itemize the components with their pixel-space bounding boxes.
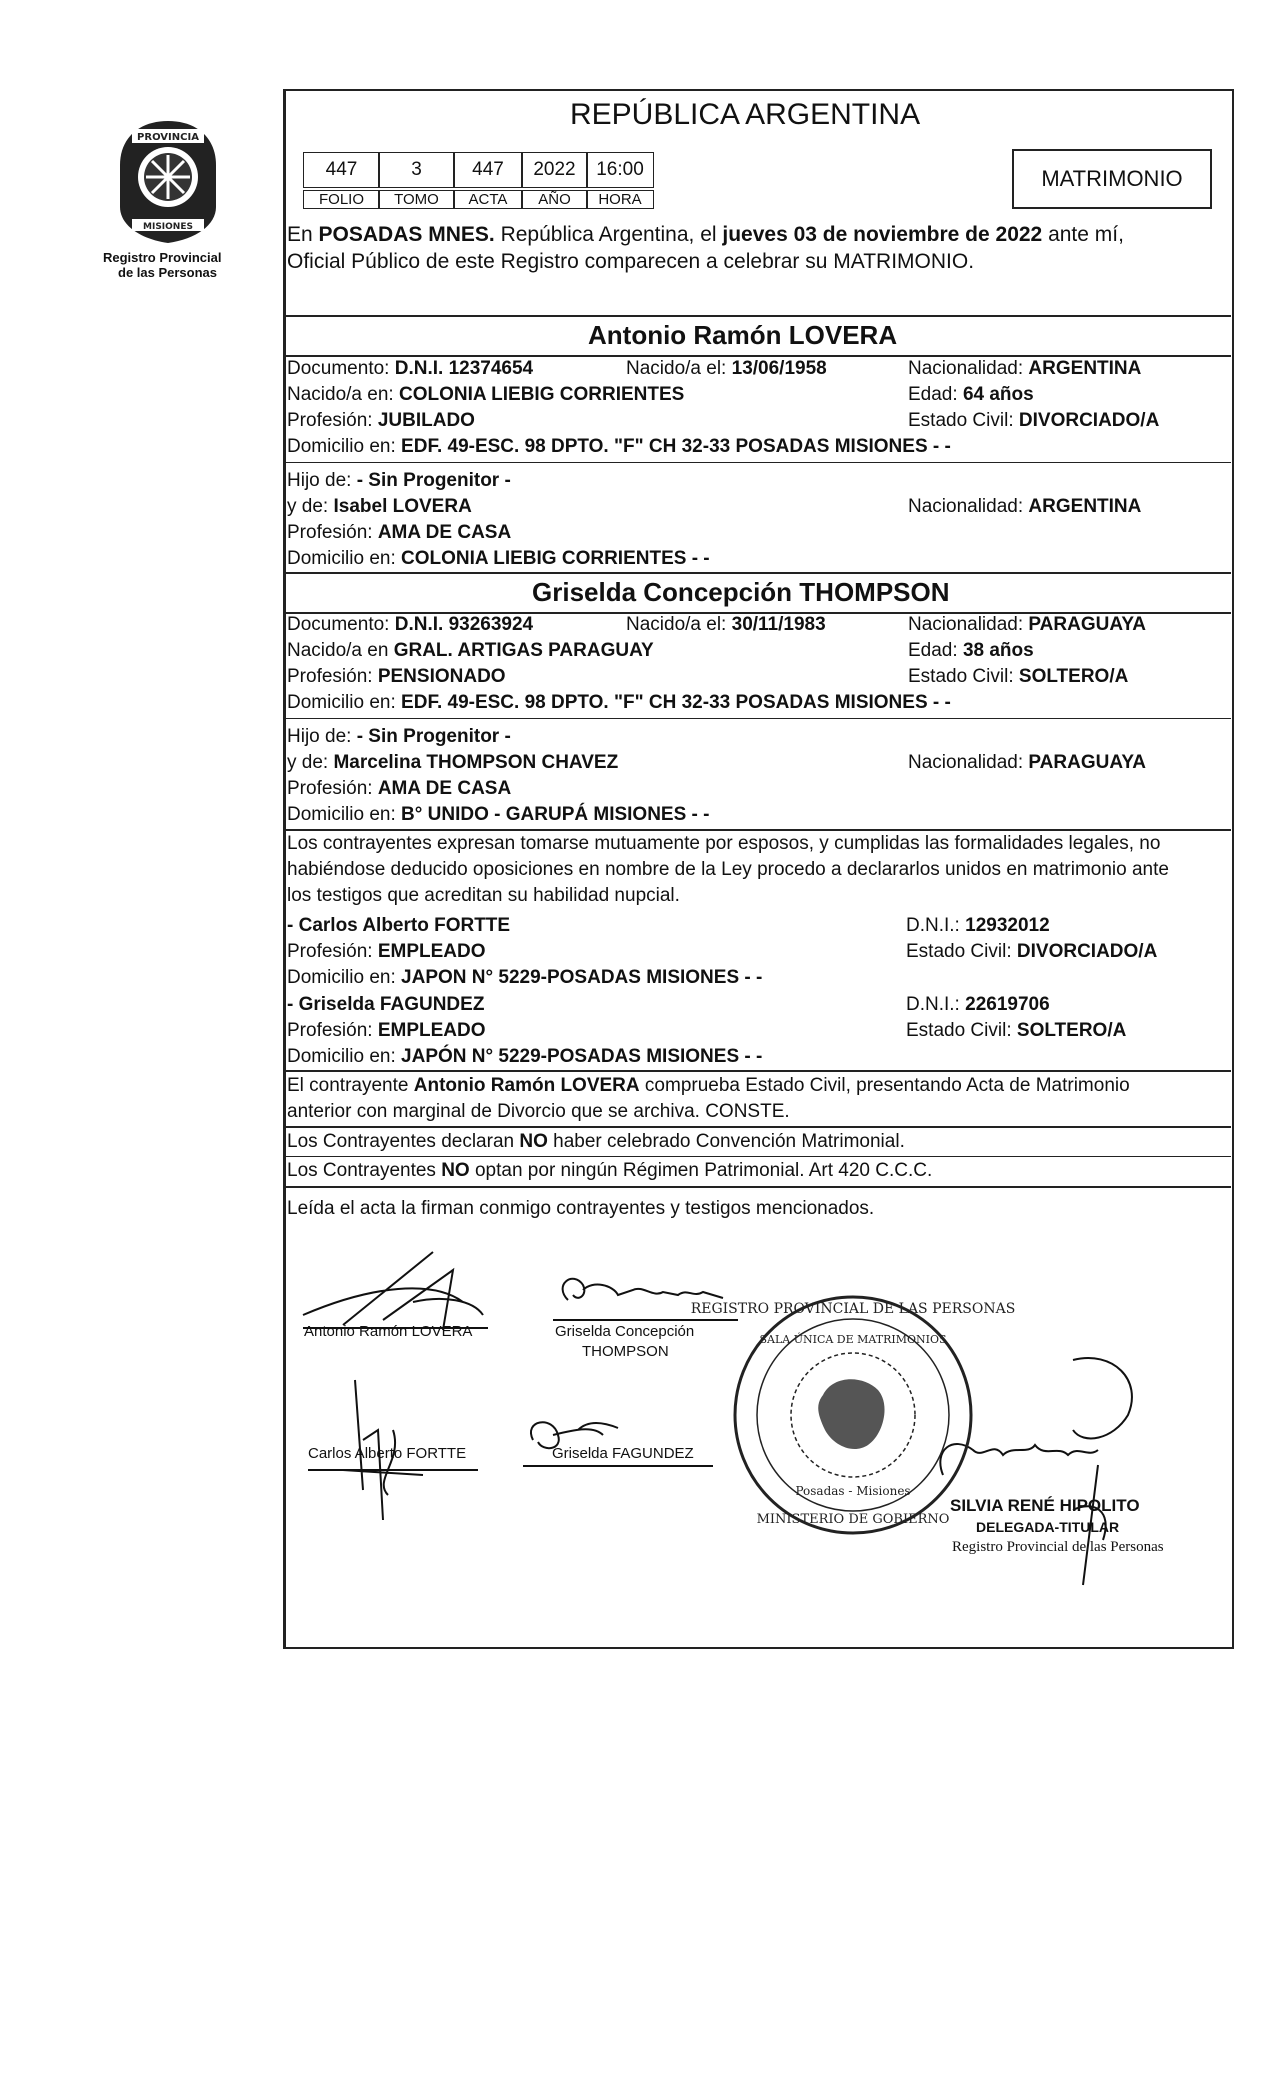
- spouse-2-name: Griselda Concepción THOMPSON: [532, 577, 950, 607]
- spouse-2-nationality: Nacionalidad: PARAGUAYA: [908, 614, 1146, 635]
- spouse-2-profession: Profesión: PENSIONADO: [287, 666, 506, 687]
- witness-1-civil-status: Estado Civil: DIVORCIADO/A: [906, 941, 1158, 962]
- spouse-2-civil-status: Estado Civil: SOLTERO/A: [908, 666, 1129, 687]
- spouse-2-birthdate: Nacido/a el: 30/11/1983: [626, 614, 826, 635]
- witness-2-profession: Profesión: EMPLEADO: [287, 1020, 486, 1041]
- tomo-value: 3: [378, 152, 455, 188]
- witness-2-dni: D.N.I.: 22619706: [906, 994, 1050, 1015]
- divider: [283, 718, 1231, 719]
- folio-label: FOLIO: [303, 190, 380, 209]
- spouse-1-parent-profession: Profesión: AMA DE CASA: [287, 522, 512, 543]
- spouse-2-parent-address: Domicilio en: B° UNIDO - GARUPÁ MISIONES - -: [287, 804, 710, 825]
- svg-text:SALA ÚNICA DE MATRIMONIOS: SALA ÚNICA DE MATRIMONIOS: [759, 1333, 947, 1346]
- spouse-1-parent-2: y de: Isabel LOVERA: [287, 496, 472, 517]
- witness-2-civil-status: Estado Civil: SOLTERO/A: [906, 1020, 1127, 1041]
- signature-1-label: Antonio Ramón LOVERA: [304, 1323, 473, 1340]
- signature-scribbles: [283, 1240, 1229, 1630]
- registry-logo: [103, 115, 228, 290]
- logo-caption: Registro Provincial: [103, 250, 222, 265]
- tomo-label: TOMO: [378, 190, 455, 209]
- svg-text:MINISTERIO DE GOBIERNO: MINISTERIO DE GOBIERNO: [756, 1512, 950, 1527]
- spouse-1-parent-1: Hijo de: - Sin Progenitor -: [287, 470, 511, 491]
- divider: [283, 315, 1231, 317]
- spouse-2-birthplace: Nacido/a en GRAL. ARTIGAS PARAGUAY: [287, 640, 654, 661]
- declaration-line-3: los testigos que acreditan su habilidad nupcial.: [287, 885, 680, 906]
- spouse-1-parent-nationality: Nacionalidad: ARGENTINA: [908, 496, 1142, 517]
- divider: [283, 1156, 1231, 1157]
- spouse-1-birthplace: Nacido/a en: COLONIA LIEBIG CORRIENTES: [287, 384, 685, 405]
- spouse-2-document: Documento: D.N.I. 93263924: [287, 614, 534, 635]
- acta-label: ACTA: [453, 190, 523, 209]
- signature-3-label: Carlos Alberto FORTTE: [308, 1445, 467, 1462]
- witness-1-address: Domicilio en: JAPON N° 5229-POSADAS MISIONES - -: [287, 967, 763, 988]
- year-value: 2022: [521, 152, 588, 188]
- official-org: Registro Provincial de las Personas: [952, 1539, 1164, 1555]
- doc-type-badge: MATRIMONIO: [1012, 149, 1212, 209]
- folio-value: 447: [303, 152, 380, 188]
- page-title: REPÚBLICA ARGENTINA: [570, 98, 921, 131]
- note-convention: Los Contrayentes declaran NO haber celebrado Convención Matrimonial.: [287, 1131, 905, 1152]
- witness-2-address: Domicilio en: JAPÓN N° 5229-POSADAS MISIONES - -: [287, 1046, 763, 1067]
- intro-line-1: En POSADAS MNES. República Argentina, el jueves 03 de noviembre de 2022 ante mí,: [287, 223, 1124, 246]
- spouse-1-document: Documento: D.N.I. 12374654: [287, 358, 534, 379]
- spouse-1-nationality: Nacionalidad: ARGENTINA: [908, 358, 1142, 379]
- intro-line-2: Oficial Público de este Registro comparecen a celebrar su MATRIMONIO.: [287, 250, 975, 273]
- signature-1-stroke: [303, 1252, 483, 1330]
- coat-of-arms-icon: [108, 115, 228, 245]
- declaration-line-2: habiéndose deducido oposiciones en nombre de la Ley procedo a declararlos unidos en matrimonio ante: [287, 859, 1169, 880]
- logo-caption: de las Personas: [118, 265, 217, 280]
- witness-1-profession: Profesión: EMPLEADO: [287, 941, 486, 962]
- divider: [283, 829, 1231, 831]
- svg-text:Posadas - Misiones: Posadas - Misiones: [795, 1484, 911, 1498]
- svg-text:PROVINCIA: PROVINCIA: [137, 132, 199, 143]
- spouse-2-parent-profession: Profesión: AMA DE CASA: [287, 778, 512, 799]
- divider: [283, 1186, 1231, 1188]
- spouse-1-parent-address: Domicilio en: COLONIA LIEBIG CORRIENTES - -: [287, 548, 710, 569]
- spouse-2-address: Domicilio en: EDF. 49-ESC. 98 DPTO. "F" CH 32-33 POSADAS MISIONES - -: [287, 692, 951, 713]
- note-civil-status: El contrayente Antonio Ramón LOVERA comprueba Estado Civil, presentando Acta de Matrimonio: [287, 1075, 1130, 1096]
- note-signing: Leída el acta la firman conmigo contrayentes y testigos mencionados.: [287, 1198, 875, 1219]
- spouse-2-parent-2: y de: Marcelina THOMPSON CHAVEZ: [287, 752, 619, 773]
- spouse-1-birthdate: Nacido/a el: 13/06/1958: [626, 358, 827, 379]
- divider: [283, 572, 1231, 574]
- hour-value: 16:00: [586, 152, 654, 188]
- spouse-2-age: Edad: 38 años: [908, 640, 1034, 661]
- witness-1-dni: D.N.I.: 12932012: [906, 915, 1050, 936]
- divider: [283, 1070, 1231, 1072]
- official-role: DELEGADA-TITULAR: [976, 1519, 1120, 1535]
- note-civil-status-line-2: anterior con marginal de Divorcio que se archiva. CONSTE.: [287, 1101, 790, 1122]
- divider: [283, 462, 1231, 463]
- hour-label: HORA: [586, 190, 654, 209]
- signature-2-stroke: [563, 1279, 723, 1300]
- spouse-1-civil-status: Estado Civil: DIVORCIADO/A: [908, 410, 1160, 431]
- divider: [283, 1126, 1231, 1128]
- divider: [283, 355, 1231, 357]
- declaration-line-1: Los contrayentes expresan tomarse mutuamente por esposos, y cumplidas las formalidades legales, no: [287, 833, 1161, 854]
- acta-value: 447: [453, 152, 523, 188]
- spouse-2-parent-nationality: Nacionalidad: PARAGUAYA: [908, 752, 1146, 773]
- official-name: SILVIA RENÉ HIPOLITO: [950, 1496, 1140, 1515]
- year-label: AÑO: [521, 190, 588, 209]
- svg-text:MISIONES: MISIONES: [143, 222, 193, 232]
- spouse-1-name: Antonio Ramón LOVERA: [588, 320, 898, 350]
- signature-2-label-line-2: THOMPSON: [582, 1343, 669, 1360]
- spouse-1-age: Edad: 64 años: [908, 384, 1034, 405]
- spouse-1-profession: Profesión: JUBILADO: [287, 410, 475, 431]
- spouse-2-parent-1: Hijo de: - Sin Progenitor -: [287, 726, 511, 747]
- note-regime: Los Contrayentes NO optan por ningún Régimen Patrimonial. Art 420 C.C.C.: [287, 1160, 933, 1181]
- signature-2-label: Griselda Concepción: [555, 1323, 695, 1340]
- witness-1-name: - Carlos Alberto FORTTE: [287, 915, 511, 936]
- svg-text:REGISTRO PROVINCIAL DE LAS PER: REGISTRO PROVINCIAL DE LAS PERSONAS: [690, 1301, 1016, 1317]
- witness-2-name: - Griselda FAGUNDEZ: [287, 994, 485, 1015]
- signature-4-label: Griselda FAGUNDEZ: [552, 1445, 694, 1462]
- spouse-1-address: Domicilio en: EDF. 49-ESC. 98 DPTO. "F" CH 32-33 POSADAS MISIONES - -: [287, 436, 951, 457]
